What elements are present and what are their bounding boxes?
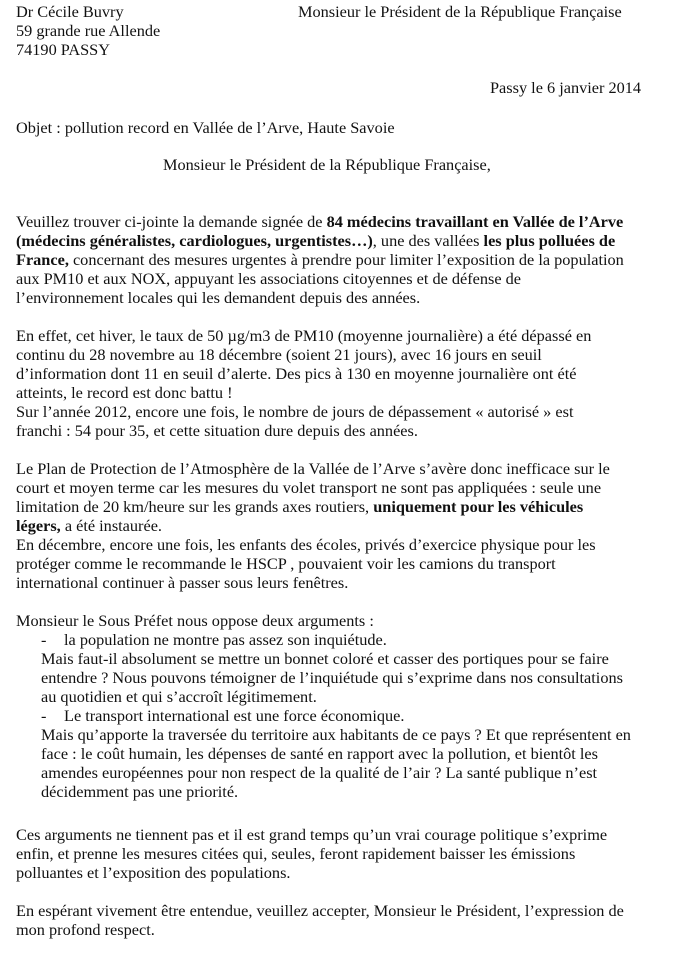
bullet-dash: - <box>41 706 47 725</box>
text-line: aux PM10 et aux NOX, appuyant les associations citoyennes et de défense de <box>16 269 522 288</box>
text-line: Ces arguments ne tiennent pas et il est grand temps qu’un vrai courage politique s’exprime <box>16 825 608 844</box>
text-line: polluantes et l’exposition des populations. <box>16 863 291 882</box>
text-line: court et moyen terme car les mesures du volet transport ne sont pas appliquées : seule une <box>16 478 602 497</box>
text-line: au quotidien et qui s’accroît légitimement. <box>41 687 317 706</box>
text-run: , une des vallées <box>372 231 484 250</box>
text-line: En espérant vivement être entendue, veuillez accepter, Monsieur le Président, l’expression de <box>16 901 624 920</box>
text-line: Sur l’année 2012, encore une fois, le nombre de jours de dépassement « autorisé » est <box>16 402 574 421</box>
place-date: Passy le 6 janvier 2014 <box>490 78 642 97</box>
text-line: décidemment pas une priorité. <box>41 782 239 801</box>
text-line: protéger comme le recommande le HSCP , pouvaient voir les camions du transport <box>16 554 556 573</box>
text-line <box>16 231 615 250</box>
text-line <box>16 212 623 231</box>
text-line: atteints, le record est donc battu ! <box>16 383 233 402</box>
text-line <box>16 497 583 516</box>
text-line: En effet, cet hiver, le taux de 50 µg/m3 de PM10 (moyenne journalière) a été dépassé en <box>16 326 592 345</box>
text-run: concernant des mesures urgentes à prendre pour limiter l’exposition de la population <box>68 250 624 269</box>
text-line: franchi : 54 pour 35, et cette situation dure depuis des années. <box>16 421 418 440</box>
text-run: a été instaurée. <box>60 516 162 535</box>
text-line <box>16 250 624 269</box>
text-line <box>16 516 162 535</box>
bold-run: 84 médecins travaillant en Vallée de l’Arve <box>326 212 624 231</box>
text-line: entendre ? Nous pouvons témoigner de l’inquiétude qui s’exprime dans nos consultations <box>41 668 623 687</box>
bold-run: légers, <box>16 516 61 535</box>
text-line: amendes européennes pour non respect de la qualité de l’air ? La santé publique n’est <box>41 763 598 782</box>
text-line: enfin, et prenne les mesures citées qui, seules, feront rapidement baisser les émissions <box>16 844 576 863</box>
text-line: mon profond respect. <box>16 920 155 939</box>
salutation: Monsieur le Président de la République Française, <box>163 155 491 174</box>
sender-street: 59 grande rue Allende <box>16 21 161 40</box>
text-line: d’information dont 11 en seuil d’alerte. Des pics à 130 en moyenne journalière ont été <box>16 364 577 383</box>
text-line: face : le coût humain, les dépenses de santé en rapport avec la pollution, et bientôt les <box>41 744 598 763</box>
bullet-dash: - <box>41 630 47 649</box>
bullet-item: Le transport international est une force économique. <box>64 706 405 725</box>
bold-run: (médecins généralistes, cardiologues, urgentistes…) <box>16 231 373 250</box>
text-run: Veuillez trouver ci-jointe la demande signée de <box>16 212 327 231</box>
text-line: Mais faut-il absolument se mettre un bonnet coloré et casser des portiques pour se faire <box>41 649 609 668</box>
bold-run: les plus polluées de <box>483 231 616 250</box>
text-line: Mais qu’apporte la traversée du territoire aux habitants de ce pays ? Et que représentent en <box>41 725 631 744</box>
subject-line: Objet : pollution record en Vallée de l’Arve, Haute Savoie <box>16 118 395 137</box>
text-line: continu du 28 novembre au 18 décembre (soient 21 jours), avec 16 jours en seuil <box>16 345 542 364</box>
sender-city: 74190 PASSY <box>16 40 110 59</box>
text-line: En décembre, encore une fois, les enfants des écoles, privés d’exercice physique pour les <box>16 535 596 554</box>
recipient: Monsieur le Président de la République Française <box>298 2 622 21</box>
sender-name: Dr Cécile Buvry <box>16 2 124 21</box>
bold-run: uniquement pour les véhicules <box>373 497 584 516</box>
text-line: l’environnement locales qui les demandent depuis des années. <box>16 288 421 307</box>
text-line: Monsieur le Sous Préfet nous oppose deux arguments : <box>16 611 374 630</box>
bullet-item: la population ne montre pas assez son inquiétude. <box>64 630 387 649</box>
text-run: limitation de 20 km/heure sur les grands axes routiers, <box>16 497 374 516</box>
bold-run: France, <box>16 250 69 269</box>
text-line: international continuer à passer sous leurs fenêtres. <box>16 573 349 592</box>
text-line: Le Plan de Protection de l’Atmosphère de la Vallée de l’Arve s’avère donc inefficace sur le <box>16 459 610 478</box>
